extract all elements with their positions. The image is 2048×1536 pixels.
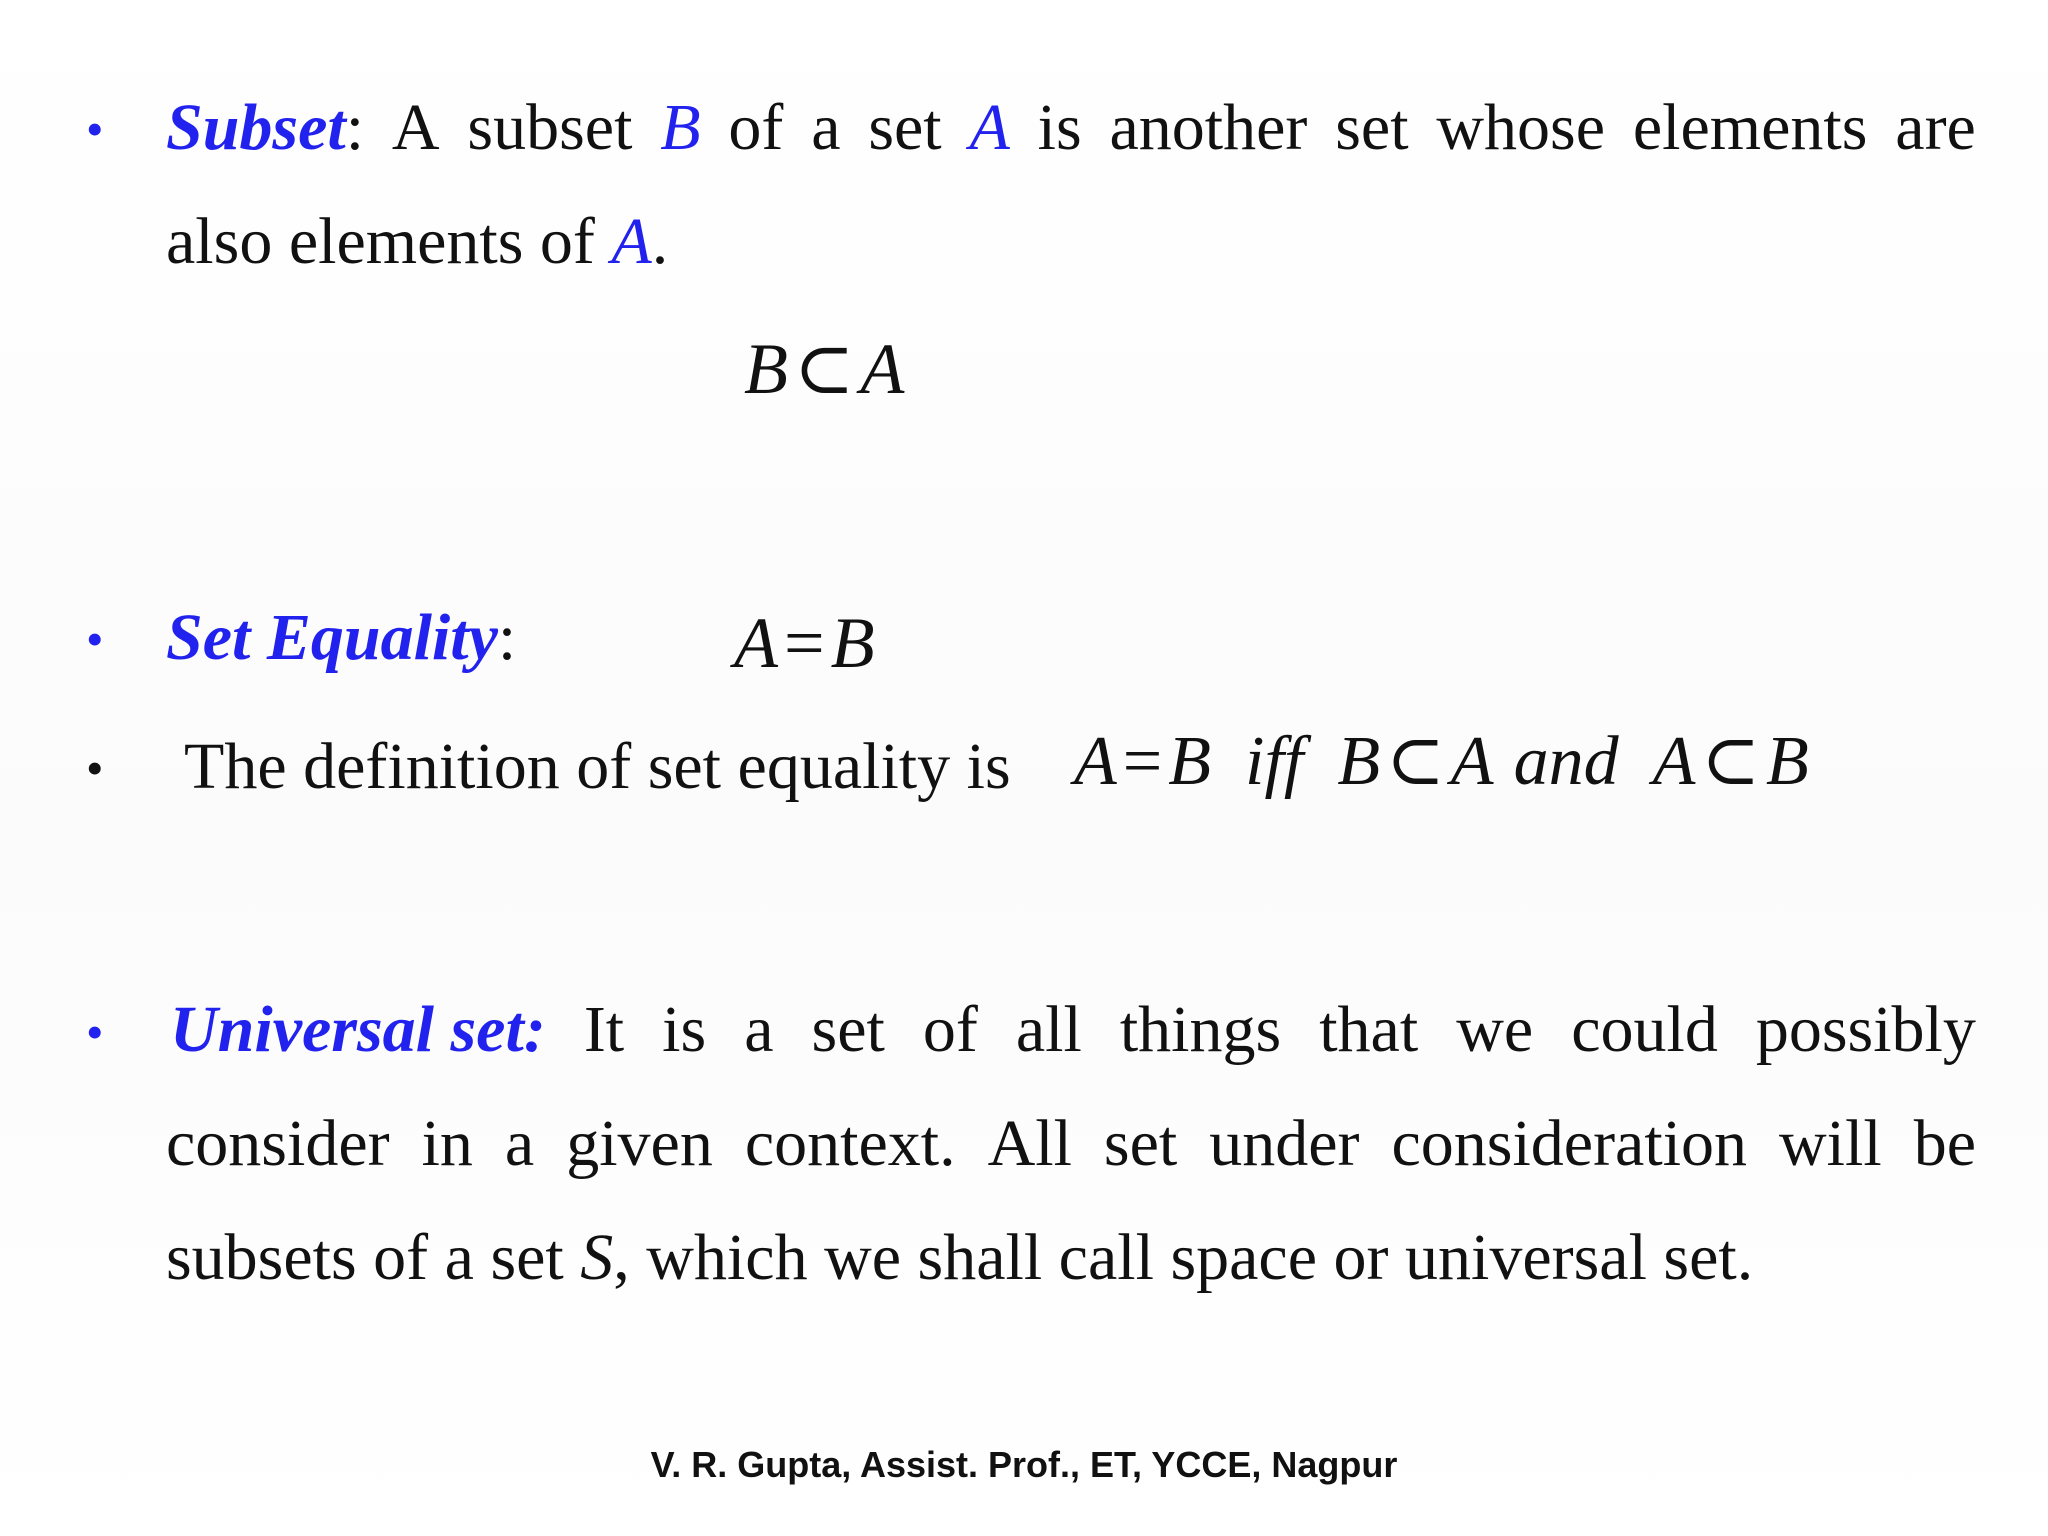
set-equality-heading bbox=[166, 598, 516, 677]
equals-symbol: = bbox=[783, 603, 825, 683]
formula-left: A bbox=[734, 603, 778, 683]
subset-term-group bbox=[166, 88, 364, 167]
word: another bbox=[1109, 91, 1308, 164]
formula-b: B bbox=[1337, 723, 1381, 800]
word: of bbox=[728, 91, 784, 164]
universal-line-3-before: subsets of a set bbox=[166, 1221, 581, 1294]
set-equality-formula bbox=[734, 600, 875, 686]
subset-line-2-text: also elements of bbox=[166, 205, 612, 278]
formula-and: and bbox=[1513, 723, 1619, 800]
definition-text: The definition of set equality is bbox=[184, 730, 1011, 803]
subset-colon: : bbox=[345, 91, 365, 164]
word: given bbox=[566, 1107, 713, 1180]
formula-b: B bbox=[1168, 723, 1212, 800]
word: that bbox=[1319, 993, 1419, 1066]
word: is bbox=[662, 993, 707, 1066]
var-b: B bbox=[660, 91, 701, 164]
definition-formula bbox=[1074, 720, 1809, 804]
universal-set-term: Universal set: bbox=[170, 993, 546, 1066]
word: are bbox=[1895, 91, 1976, 164]
word: under bbox=[1209, 1107, 1360, 1180]
bullet-subset: • bbox=[86, 101, 104, 157]
subset-formula bbox=[744, 326, 904, 412]
word: a bbox=[504, 1107, 535, 1180]
set-equality-colon: : bbox=[497, 601, 517, 674]
universal-set-line-1 bbox=[170, 990, 1976, 1069]
footer-author: V. R. Gupta, Assist. Prof., ET, YCCE, Nagpur bbox=[650, 1444, 1398, 1485]
subset-line-2-period: . bbox=[651, 205, 669, 278]
universal-set-line-3 bbox=[166, 1218, 1753, 1297]
word: elements bbox=[1632, 91, 1868, 164]
word: could bbox=[1571, 993, 1718, 1066]
universal-set-line-2 bbox=[166, 1104, 1976, 1183]
bullet-definition: • bbox=[86, 740, 104, 796]
var-a: A bbox=[611, 205, 652, 278]
formula-left: B bbox=[744, 329, 788, 409]
bullet-set-equality: • bbox=[86, 611, 104, 667]
word: possibly bbox=[1755, 993, 1976, 1066]
word: set bbox=[1103, 1107, 1178, 1180]
word: It bbox=[583, 993, 625, 1066]
word: set bbox=[1335, 91, 1409, 164]
formula-right: A bbox=[860, 329, 905, 409]
formula-a: A bbox=[1652, 723, 1696, 800]
var-s: S bbox=[580, 1221, 614, 1294]
word: things bbox=[1119, 993, 1282, 1066]
formula-a: A bbox=[1450, 723, 1494, 800]
word: consider bbox=[166, 1107, 390, 1180]
subset-symbol: ⊂ bbox=[793, 329, 855, 409]
word: of bbox=[922, 993, 978, 1066]
word: set bbox=[811, 993, 885, 1066]
word: context. bbox=[744, 1107, 956, 1180]
universal-line-3-after: , which we shall call space or universal set. bbox=[613, 1221, 1754, 1294]
definition-line bbox=[184, 727, 1011, 806]
subset-symbol: ⊂ bbox=[1386, 723, 1445, 800]
word: we bbox=[1456, 993, 1534, 1066]
subset-term: Subset bbox=[166, 91, 346, 164]
formula-iff: iff bbox=[1245, 723, 1304, 800]
word: is bbox=[1037, 91, 1082, 164]
word: All bbox=[987, 1107, 1072, 1180]
word: whose bbox=[1436, 91, 1606, 164]
formula-a: A bbox=[1074, 723, 1117, 800]
word: will bbox=[1779, 1107, 1882, 1180]
word: set bbox=[868, 91, 942, 164]
word: subset bbox=[467, 91, 633, 164]
formula-b: B bbox=[1765, 723, 1809, 800]
formula-right: B bbox=[830, 603, 875, 683]
subset-definition-line-1 bbox=[166, 88, 1976, 167]
var-a: A bbox=[969, 91, 1010, 164]
word: in bbox=[421, 1107, 473, 1180]
word: A bbox=[391, 91, 440, 164]
subset-definition-line-2 bbox=[166, 202, 668, 281]
word: a bbox=[744, 993, 774, 1066]
bullet-universal-set: • bbox=[86, 1004, 104, 1060]
subset-symbol: ⊂ bbox=[1701, 723, 1760, 800]
word: all bbox=[1015, 993, 1082, 1066]
equals-symbol: = bbox=[1122, 723, 1163, 800]
word: a bbox=[811, 91, 841, 164]
set-equality-term: Set Equality bbox=[166, 601, 498, 674]
word: consideration bbox=[1391, 1107, 1748, 1180]
word: be bbox=[1913, 1107, 1976, 1180]
